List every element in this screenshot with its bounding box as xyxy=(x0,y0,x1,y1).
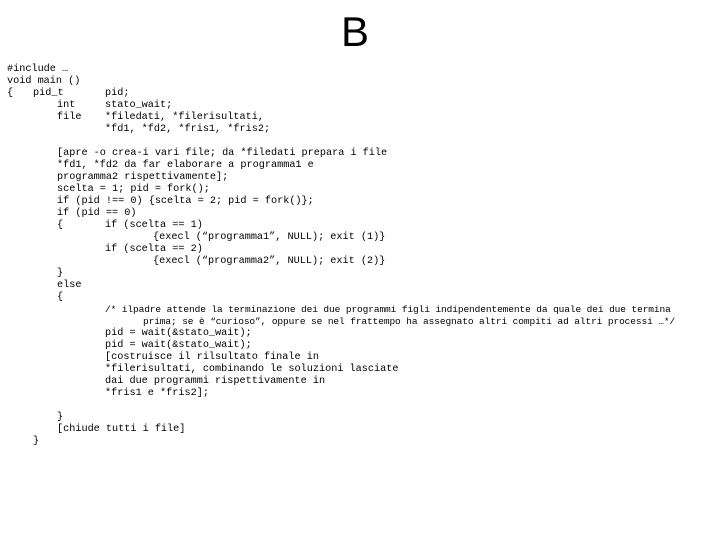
code-line-comment-1: /* ilpadre attende la terminazione dei due programmi figli indipendentemente da quale dei due termina xyxy=(105,304,671,315)
code-line-wait-2: pid = wait(&stato_wait); xyxy=(105,340,252,351)
code-line-include: #include … xyxy=(7,64,69,75)
code-line-parent-open-brace: { xyxy=(57,292,64,303)
code-line-comment-2: prima; se è “curioso”, oppure se nel frattempo ha assegnato altri compiti ad altri processi …*/ xyxy=(143,316,676,327)
code-line-if-scelta-1: if (scelta == 1) xyxy=(105,220,203,231)
code-line-if-pid-ne: if (pid !== 0) {scelta = 2; pid = fork()}; xyxy=(57,196,314,207)
code-line-open-brace: { xyxy=(7,88,14,99)
code-line-child-close-brace: } xyxy=(57,268,64,279)
code-line-if-pid-eq: if (pid == 0) xyxy=(57,208,137,219)
code-line-void-main: void main () xyxy=(7,76,81,87)
code-line-type-int: int xyxy=(57,100,76,111)
code-line-var-pid: pid; xyxy=(105,88,130,99)
code-line-main-close-brace: } xyxy=(33,436,40,447)
code-line-chiude: [chiude tutti i file] xyxy=(57,424,186,435)
code-line-if-scelta-2: if (scelta == 2) xyxy=(105,244,203,255)
code-line-apre: [apre -o crea-i vari file; da *filedati prepara i file xyxy=(57,148,388,159)
code-line-filerisultati: *filerisultati, combinando le soluzioni lasciate xyxy=(105,364,399,375)
code-line-execl-2: {execl (“programma2”, NULL); exit (2)} xyxy=(153,256,386,267)
code-line-var-stato-wait: stato_wait; xyxy=(105,100,173,111)
code-line-costruisce: [costruisce il rilsultato finale in xyxy=(105,352,319,363)
code-line-wait-1: pid = wait(&stato_wait); xyxy=(105,328,252,339)
code-line-fd-elaborare: *fd1, *fd2 da far elaborare a programma1 e xyxy=(57,160,314,171)
code-line-type-file: file xyxy=(57,112,82,123)
slide-title: B xyxy=(340,8,369,55)
code-line-else: else xyxy=(57,280,82,291)
code-line-fris: *fris1 e *fris2]; xyxy=(105,388,209,399)
code-line-programma2: programma2 rispettivamente]; xyxy=(57,172,229,183)
code-line-dai-due: dai due programmi rispettivamente in xyxy=(105,376,326,387)
code-line-scelta-fork: scelta = 1; pid = fork(); xyxy=(57,184,210,195)
code-line-var-files: *filedati, *filerisultati, xyxy=(105,112,264,123)
code-line-type-pid-t: pid_t xyxy=(33,88,64,99)
code-line-parent-close-brace: } xyxy=(57,412,64,423)
code-line-execl-1: {execl (“programma1”, NULL); exit (1)} xyxy=(153,232,386,243)
code-line-var-fd: *fd1, *fd2, *fris1, *fris2; xyxy=(105,124,271,135)
code-line-child-open-brace: { xyxy=(57,220,64,231)
